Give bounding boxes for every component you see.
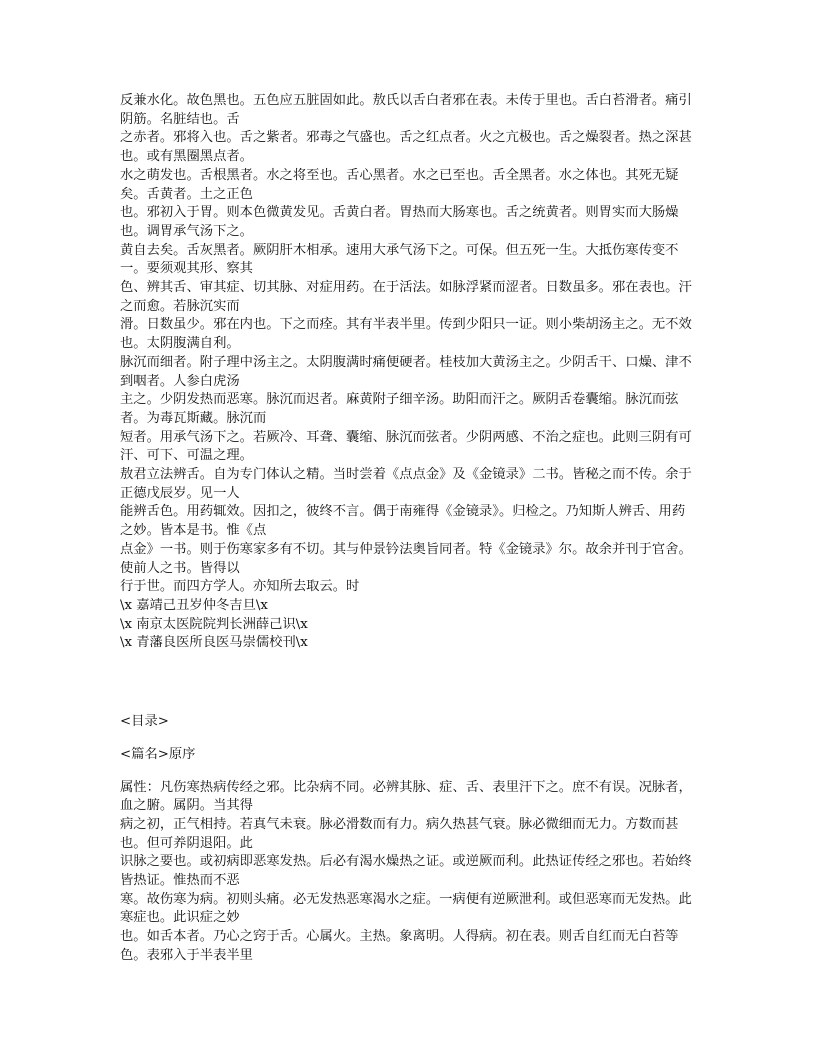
text-line: 寒。故伤寒为病。初则头痛。必无发热恶寒渴水之症。一病便有逆厥泄利。或但恶寒而无发热。此寒症也。此识症之妙: [120, 891, 692, 926]
document-page: [120, 92, 698, 966]
text-line: 主之。少阴发热而恶寒。脉沉而迟者。麻黄附子细辛汤。助阳而汗之。厥阴舌卷囊缩。脉沉而弦者。为毒瓦斯藏。脉沉而: [120, 392, 679, 426]
text-line: 识脉之要也。或初病即恶寒发热。后必有渴水燥热之证。或逆厥而利。此热证传经之邪也。若始终皆热证。惟热而不恶: [120, 854, 692, 889]
section-body: [120, 779, 698, 966]
text-line: 也。如舌本者。乃心之窍于舌。心属火。主热。象离明。人得病。初在表。则舌自红而无白苔等色。表邪入于半表半里: [120, 929, 679, 963]
text-line: 行于世。而四方学人。亦知所去取云。时: [120, 579, 360, 595]
section-heading: <篇名>原序: [120, 746, 196, 762]
text-line: 反兼水化。故色黑也。五色应五脏固如此。敖氏以舌白者邪在表。未传于里也。舌白苔滑者。痛引阴筋。名脏结也。舌: [120, 93, 692, 127]
signature-date: \x 嘉靖己丑岁仲冬吉旦\x: [120, 597, 268, 613]
text-line: 之赤者。邪将入也。舌之紫者。邪毒之气盛也。舌之红点者。火之亢极也。舌之燥裂者。热之深甚也。或有黑圈黑点者。: [120, 130, 692, 165]
text-line: 色、辨其舌、审其症、切其脉、对症用药。在于活法。如脉浮紧而涩者。日数虽多。邪在表也。汗之而愈。若脉沉实而: [120, 280, 692, 314]
signature-editor: \x 青藩良医所良医马崇儒校刊\x: [120, 635, 308, 651]
text-line: 黄自去矣。舌灰黑者。厥阴肝木相承。速用大承气汤下之。可保。但五死一生。大抵伤寒传变不一。要须观其形、察其: [120, 242, 679, 277]
toc-heading: <目录>: [120, 714, 169, 730]
text-line: 病之初，正气相持。若真气未衰。脉必滑数而有力。病久热甚气衰。脉必微细而无力。方数而甚也。但可养阴退阳。此: [120, 816, 679, 851]
text-line: 水之萌发也。舌根黑者。水之将至也。舌心黑者。水之已至也。舌全黑者。水之体也。其死无疑矣。舌黄者。土之正色: [120, 167, 679, 202]
text-line: 也。邪初入于胃。则本色微黄发见。舌黄白者。胃热而大肠寒也。舌之统黄者。则胃实而大肠燥也。调胃承气汤下之。: [120, 205, 679, 239]
preface-body: [120, 92, 698, 653]
text-line: 滑。日数虽少。邪在内也。下之而痊。其有半表半里。传到少阳只一证。则小柴胡汤主之。无不效也。太阴腹满自利。: [120, 317, 692, 352]
text-line: 敖君立法辨舌。自为专门体认之精。当时尝着《点点金》及《金镜录》二书。皆秘之而不传。余于正德戊辰岁。见一人: [120, 467, 692, 501]
text-line: 点金》一书。则于伤寒家多有不切。其与仲景钤法奥旨同者。特《金镜录》尔。故余并刊于官舍。使前人之书。皆得以: [120, 541, 692, 576]
text-line: 短者。用承气汤下之。若厥冷、耳聋、囊缩、脉沉而弦者。少阴两感、不治之症也。此则三阴有可汗、可下、可温之理。: [120, 429, 692, 464]
text-line: 能辨舌色。用药辄效。因扣之，彼终不言。偶于南雍得《金镜录》。归检之。乃知斯人辨舌、用药之妙。皆本是书。惟《点: [120, 504, 686, 539]
signature-author: \x 南京太医院院判长洲薛己识\x: [120, 616, 308, 632]
text-line: 属性：凡伤寒热病传经之邪。比杂病不同。必辨其脉、症、舌、表里汗下之。庶不有误。况脉者，血之腑。属阴。当其得: [120, 779, 692, 814]
text-line: 脉沉而细者。附子理中汤主之。太阴腹满时痛便硬者。桂枝加大黄汤主之。少阴舌干、口燥、津不到咽者。人参白虎汤: [120, 354, 692, 389]
